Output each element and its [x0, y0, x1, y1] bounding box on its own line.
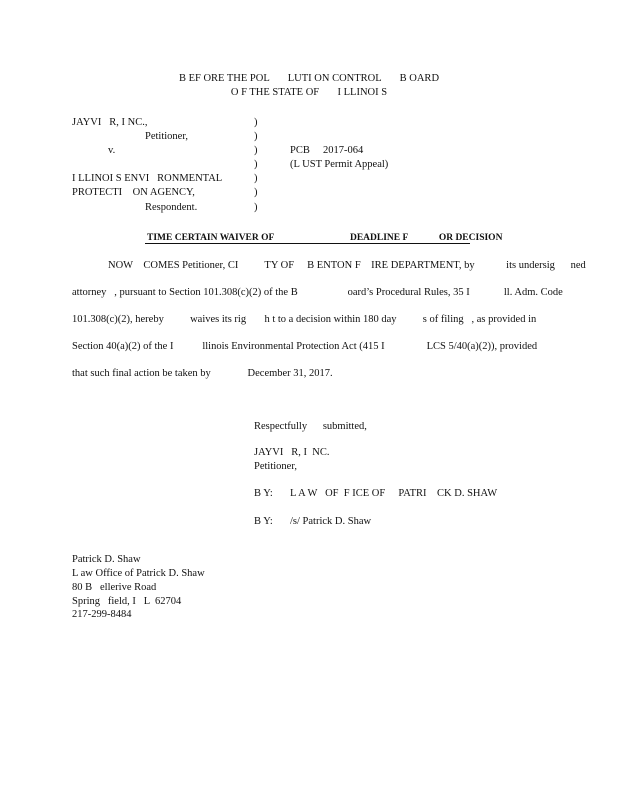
contact-firm: L aw Office of Patrick D. Shaw — [72, 568, 205, 579]
petitioner-name: JAYVI R, I NC., — [72, 117, 148, 128]
by-label-2: B Y: — [254, 516, 273, 527]
caption-bracket: ) — [254, 187, 258, 198]
versus: v. — [108, 145, 116, 156]
body-line-5: that such final action be taken by December 31, 2017. — [72, 368, 333, 379]
by-label-1: B Y: — [254, 488, 273, 499]
closing: Respectfully submitted, — [254, 421, 367, 432]
body-line-1: NOW COMES Petitioner, CI TY OF B ENTON F IRE DEPARTMENT, by its undersig ned — [108, 260, 586, 271]
document-title: TIME CERTAIN WAIVER OF DEADLINE F OR DECISION — [147, 233, 503, 243]
body-line-3: 101.308(c)(2), hereby waives its rig h t to a decision within 180 day s of filing , as provided in — [72, 314, 537, 325]
contact-name: Patrick D. Shaw — [72, 554, 141, 565]
caption-bracket: ) — [254, 131, 258, 142]
by-value-1: L A W OF F ICE OF PATRI CK D. SHAW — [290, 488, 498, 499]
caption-bracket: ) — [254, 159, 258, 170]
body-line-4: Section 40(a)(2) of the I llinois Environmental Protection Act (415 I LCS 5/40(a)(2)), provided — [72, 341, 538, 352]
header-line-2: O F THE STATE OF I LLINOI S — [230, 87, 388, 98]
caption-bracket: ) — [254, 202, 258, 213]
petitioner-role: Petitioner, — [145, 131, 189, 142]
body-line-2: attorney , pursuant to Section 101.308(c)(2) of the B oard’s Procedural Rules, 35 I ll. Adm. Code — [72, 287, 563, 298]
header-line-1: B EF ORE THE POL LUTI ON CONTROL B OARD — [178, 73, 440, 84]
caption-bracket: ) — [254, 173, 258, 184]
case-number: PCB 2017-064 — [290, 145, 364, 156]
signature-role: Petitioner, — [254, 461, 298, 472]
contact-street: 80 B ellerive Road — [72, 582, 157, 593]
respondent-role: Respondent. — [145, 202, 198, 213]
caption-bracket: ) — [254, 145, 258, 156]
title-underline — [145, 243, 470, 244]
contact-city: Spring field, I L 62704 — [72, 596, 182, 607]
case-type: (L UST Permit Appeal) — [290, 159, 389, 170]
respondent-name-line-2: PROTECTI ON AGENCY, — [72, 187, 195, 198]
caption-bracket: ) — [254, 117, 258, 128]
signature-party: JAYVI R, I NC. — [254, 447, 330, 458]
respondent-name-line-1: I LLINOI S ENVI RONMENTAL — [72, 173, 223, 184]
electronic-signature: /s/ Patrick D. Shaw — [290, 516, 372, 527]
contact-phone: 217-299-8484 — [72, 609, 132, 620]
